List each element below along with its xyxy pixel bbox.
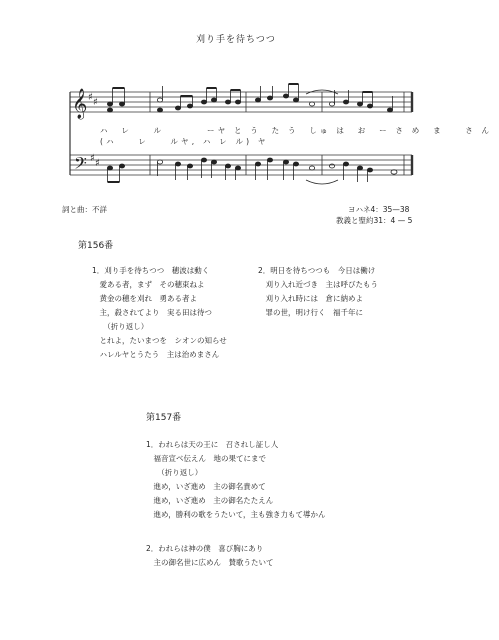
- svg-text:♯: ♯: [90, 153, 95, 164]
- verse-line: 刈り入れ時には 倉に納めよ: [258, 294, 363, 303]
- verse-line: 主，殺されてより 実る田は待つ: [92, 308, 212, 317]
- verse-line: 黄金の穂を刈れ 勇ある者よ: [92, 294, 197, 303]
- verse-line: ハレルヤとうたう 主は治めまさん: [92, 350, 220, 359]
- lyric-line-2: (ハ レ ルヤ, ハ レ ル) ヤ: [100, 137, 269, 146]
- verse-line: 1．刈り手を待ちつつ 穂波は動く: [92, 266, 210, 275]
- verse-line: 進め，勝利の歌をうたいて，主も強き力もて導かん: [146, 510, 326, 519]
- treble-clef-icon: 𝄞: [72, 89, 88, 119]
- credit-text: 詞と曲：不詳: [62, 205, 107, 214]
- scripture-ref-1: ヨハネ4：35—38: [348, 205, 410, 214]
- verse-line: 罪の世，明け行く 福千年に: [258, 308, 363, 317]
- verse-line: （折り返し）: [146, 468, 203, 477]
- bass-clef-icon: 𝄢: [74, 153, 87, 177]
- verse-line: とれよ，たいまつを シオンの知らせ: [92, 336, 227, 345]
- song-title: 刈り手を待ちつつ: [196, 35, 276, 45]
- svg-text:♯: ♯: [95, 158, 100, 169]
- verse-line: 主の御名世に広めん 賛歌うたいて: [146, 558, 274, 567]
- verse-line: （折り返し）: [92, 322, 149, 331]
- svg-text:♯: ♯: [93, 97, 98, 108]
- hymn-157-verse-2: [146, 542, 274, 570]
- verse-line: 進め，いざ進め 主の御名貴めて: [146, 482, 266, 491]
- hymn-157-heading: 第157番: [146, 413, 182, 423]
- verse-line: 福音宣べ伝えん 地の果てにまで: [146, 454, 266, 463]
- scripture-ref-2: 教義と聖約31：4 — 5: [336, 216, 413, 225]
- lyric-line-1: ハ レ ル ーヤ と う た う しゅ は お ー さ め ま さ ん: [100, 126, 493, 135]
- verse-line: 進め，いざ進め 主の御名たたえん: [146, 496, 274, 505]
- hymn-157-verse-1: [146, 438, 326, 522]
- verse-line: 1．われらは天の王に 召されし証し人: [146, 440, 279, 449]
- verse-line: 2．明日を待ちつつも 今日は働け: [258, 266, 376, 275]
- verse-line: 刈り入れ近づき 主は呼びたもう: [258, 280, 378, 289]
- hymn-156-verse-2: [258, 264, 378, 320]
- svg-text:♯: ♯: [88, 92, 93, 103]
- verse-line: 愛ある者，まず その穂束ねよ: [92, 280, 205, 289]
- hymn-156-heading: 第156番: [78, 241, 114, 251]
- verse-line: 2．われらは神の僕 喜び胸にあり: [146, 544, 264, 553]
- hymn-156-verse-1: [92, 264, 227, 362]
